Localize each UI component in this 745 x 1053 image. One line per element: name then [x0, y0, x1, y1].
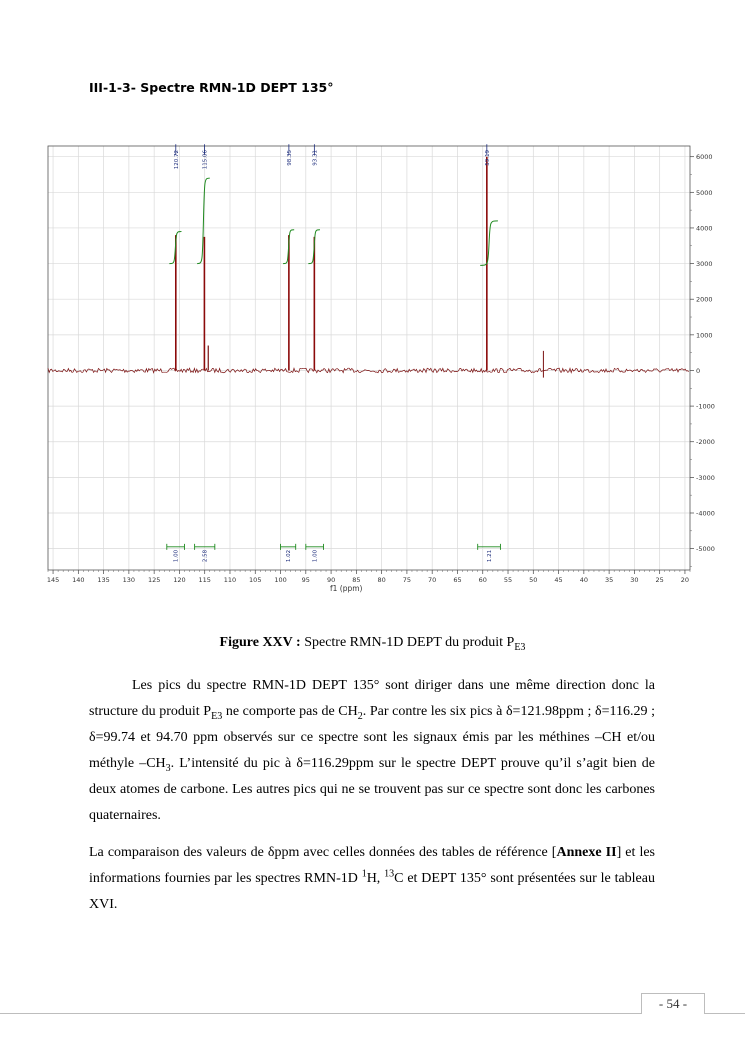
y-tick-label: -4000: [696, 509, 715, 518]
x-axis-label: f1 (ppm): [330, 584, 363, 593]
x-tick-label: 90: [326, 576, 336, 584]
y-tick-label: -5000: [696, 545, 715, 554]
y-tick-label: 0: [696, 366, 701, 375]
x-tick-label: 95: [301, 576, 310, 584]
page-number: - 54 -: [641, 993, 705, 1014]
plot-frame: [48, 146, 690, 570]
y-tick-label: 6000: [696, 153, 713, 162]
figure-caption-text: Spectre RMN-1D DEPT du produit P: [304, 635, 515, 650]
peak-label: 59.19: [484, 150, 491, 166]
p2-text-2: ] et les informations fournies par les spectres RMN-1D: [89, 845, 655, 886]
x-tick-label: 85: [352, 576, 361, 584]
x-tick-label: 40: [579, 576, 588, 584]
p1-text-2: ne comporte pas de CH: [222, 704, 358, 719]
x-tick-label: 60: [478, 576, 487, 584]
x-tick-label: 80: [377, 576, 386, 584]
p1-sub-2: 2: [357, 710, 363, 722]
y-tick-label: 5000: [696, 188, 713, 197]
integral-value: 1.00: [312, 549, 319, 563]
figure-caption: [0, 635, 745, 651]
figure-separator: :: [292, 635, 305, 650]
p1-text-3: . Par contre les six pics à δ=121.98ppm ; δ=116.29 ; δ=99.74 et 94.70 ppm observés sur ce spectre sont les signaux émis par les méthines –CH et/ou méthyle –CH: [89, 704, 655, 771]
integral-value: 1.21: [487, 549, 494, 563]
p1-sub-1: E3: [211, 710, 223, 722]
x-tick-label: 130: [122, 576, 136, 584]
p1-text-1: Les pics du spectre RMN-1D DEPT 135° sont diriger dans une même direction donc la structure du produit P: [89, 678, 655, 719]
x-tick-label: 30: [630, 576, 639, 584]
annex-reference: Annexe II: [556, 845, 617, 860]
x-tick-label: 50: [529, 576, 538, 584]
y-tick-label: -1000: [696, 402, 715, 411]
x-tick-label: 35: [604, 576, 614, 584]
x-tick-label: 25: [655, 576, 664, 584]
x-tick-label: 70: [428, 576, 437, 584]
x-tick-label: 110: [223, 576, 237, 584]
p1-sub-3: 3: [165, 762, 171, 774]
x-tick-label: 75: [402, 576, 412, 584]
integral-curve: [197, 178, 210, 264]
paragraph-dept: [89, 673, 655, 829]
integral-value: 1.00: [173, 549, 180, 563]
y-tick-label: 1000: [696, 331, 713, 340]
peak-label: 98.35: [286, 150, 293, 166]
paragraph-comparison: [89, 840, 655, 918]
x-tick-label: 105: [249, 576, 262, 584]
section-title: III-1-3- Spectre RMN-1D DEPT 135°: [89, 80, 334, 95]
p1-text-4: . L’intensité du pic à δ=116.29ppm sur le spectre DEPT prouve qu’il s’agit bien de deux atomes de carbone. Les autres pics qui ne se trouvent pas sur ce spectre sont donc les carbones quaternaires.: [89, 756, 655, 823]
x-tick-label: 45: [554, 576, 563, 584]
x-tick-label: 125: [147, 576, 161, 584]
integral-value: 2.58: [202, 549, 209, 563]
x-tick-label: 20: [680, 576, 690, 584]
integral-value: 1.02: [286, 549, 293, 563]
chart-grid: [48, 146, 690, 570]
p2-sup-1: 1: [361, 868, 367, 880]
x-tick-label: 120: [173, 576, 186, 584]
p2-text-1: La comparaison des valeurs de δppm avec celles données des tables de référence [: [89, 845, 557, 860]
x-tick-label: 145: [46, 576, 60, 584]
peak-label: 115.06: [202, 150, 209, 170]
p2-text-4: C et DEPT 135° sont présentées sur le tableau XVI.: [89, 871, 655, 912]
x-axis: [47, 570, 690, 584]
p2-text-3: H,: [366, 871, 385, 886]
figure-caption-sub: E3: [514, 641, 526, 653]
x-tick-label: 135: [97, 576, 110, 584]
x-tick-label: 140: [72, 576, 85, 584]
y-tick-label: -2000: [696, 438, 715, 447]
baseline-noise: [48, 346, 689, 378]
y-tick-label: -3000: [696, 473, 715, 482]
x-tick-label: 115: [198, 576, 211, 584]
p2-sup-2: 13: [384, 868, 395, 880]
x-tick-label: 55: [503, 576, 513, 584]
x-tick-label: 65: [453, 576, 462, 584]
peak-label: 93.31: [312, 150, 319, 166]
x-tick-label: 100: [274, 576, 287, 584]
y-tick-label: 3000: [696, 260, 713, 269]
footer-line: [0, 1013, 745, 1014]
y-tick-label: 4000: [696, 224, 713, 233]
figure-label: Figure XXV: [219, 635, 293, 650]
peak-label: 120.72: [173, 150, 180, 170]
y-axis: [690, 153, 715, 566]
y-tick-label: 2000: [696, 295, 713, 304]
